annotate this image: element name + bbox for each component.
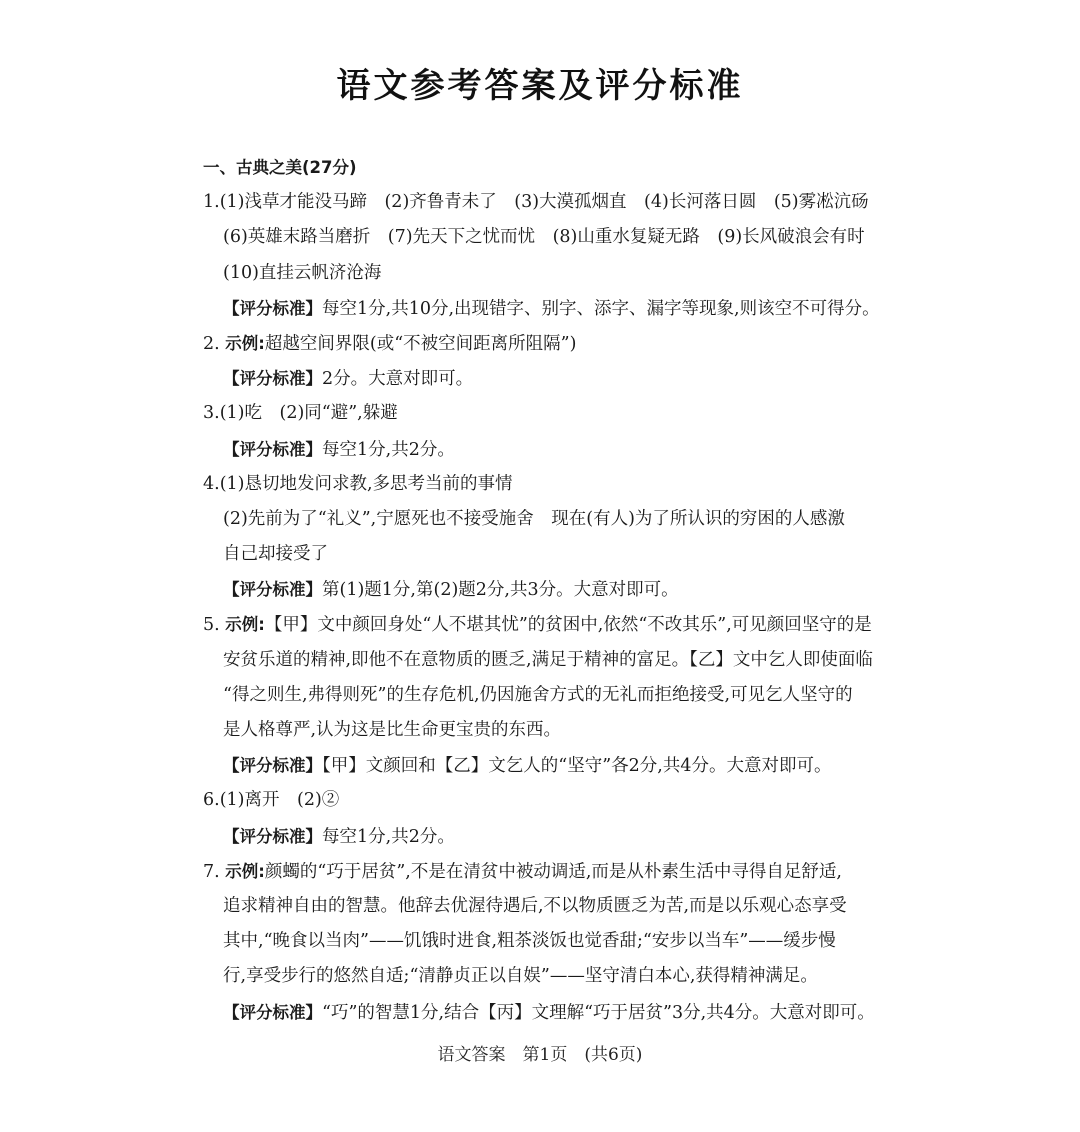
- answer-line: [203, 783, 915, 818]
- line-text: 是人格尊严,认为这是比生命更宝贵的东西。: [223, 720, 562, 740]
- answer-line: [203, 220, 915, 255]
- scoring-label: 【评分标准】: [223, 369, 322, 389]
- scoring-line: [203, 995, 915, 1030]
- line-text: 6.(1)离开 (2)②: [203, 790, 340, 811]
- scoring-line: [203, 432, 915, 467]
- scoring-label: 【评分标准】: [223, 826, 322, 846]
- scoring-label: 【评分标准】: [223, 439, 322, 459]
- line-text: 其中,“晚食以当肉”——饥饿时进食,粗茶淡饭也觉香甜;“安步以当车”——缓步慢: [223, 931, 836, 952]
- line-text: 追求精神自由的智慧。他辞去优渥待遇后,不以物质匮乏为苦,而是以乐观心态享受: [223, 895, 847, 916]
- line-text: 【甲】文颜回和【乙】文乞人的“坚守”各2分,共4分。大意对即可。: [322, 756, 832, 777]
- line-text: 4.(1)恳切地发问求教,多思考当前的事情: [203, 473, 513, 494]
- answer-line: [203, 713, 915, 748]
- scoring-line: [203, 819, 915, 854]
- answer-line: [203, 326, 915, 361]
- answer-line: [203, 854, 915, 889]
- example-label: 示例:: [225, 333, 265, 353]
- line-text: “巧”的智慧1分,结合【丙】文理解“巧于居贫”3分,共4分。大意对即可。: [322, 1002, 875, 1023]
- answer-line: [203, 502, 915, 537]
- answer-line: [203, 467, 915, 502]
- line-text: 每空1分,共10分,出现错字、别字、添字、漏字等现象,则该空不可得分。: [322, 298, 880, 319]
- example-label: 示例:: [225, 615, 265, 635]
- answer-line: [203, 607, 915, 642]
- scoring-line: [203, 748, 915, 783]
- page-title: 语文参考答案及评分标准: [336, 66, 744, 106]
- question-number: 2.: [203, 333, 226, 354]
- line-text: 3.(1)吃 (2)同“避”,躲避: [203, 403, 398, 424]
- question-number: 7.: [203, 861, 226, 882]
- line-text: (2)先前为了“礼义”,宁愿死也不接受施舍 现在(有人)为了所认识的穷困的人感激: [223, 508, 845, 529]
- scoring-label: 【评分标准】: [223, 1002, 322, 1022]
- line-text: 行,享受步行的悠然自适;“清静贞正以自娱”——坚守清白本心,获得精神满足。: [223, 966, 818, 987]
- line-text: 第(1)题1分,第(2)题2分,共3分。大意对即可。: [322, 580, 679, 601]
- answer-line: [203, 678, 915, 713]
- page-footer: 语文答案 第1页 (共6页): [437, 1045, 643, 1065]
- answer-line: [203, 537, 915, 572]
- line-text: 1.(1)浅草才能没马蹄 (2)齐鲁青未了 (3)大漠孤烟直 (4)长河落日圆 (5)雾凇沆砀: [203, 192, 869, 213]
- question-number: 5.: [203, 615, 226, 636]
- line-text: “得之则生,弗得则死”的生存危机,仍因施舍方式的无礼而拒绝接受,可见乞人坚守的: [223, 684, 853, 705]
- answer-line: [203, 924, 915, 959]
- section-heading: 一、古典之美(27分): [203, 158, 357, 177]
- line-text: (6)英雄末路当磨折 (7)先天下之忧而忧 (8)山重水复疑无路 (9)长风破浪会有时: [223, 227, 865, 248]
- line-text: (10)直挂云帆济沧海: [223, 262, 382, 283]
- scoring-label: 【评分标准】: [223, 298, 322, 318]
- answer-line: [203, 396, 915, 431]
- answer-content: [203, 150, 915, 1030]
- line-text: 【甲】文中颜回身处“人不堪其忧”的贫困中,依然“不改其乐”,可见颜回坚守的是: [264, 615, 872, 636]
- answer-line: [203, 185, 915, 220]
- answer-line: [203, 889, 915, 924]
- scoring-line: [203, 291, 915, 326]
- line-text: 每空1分,共2分。: [322, 826, 455, 847]
- answer-line: [203, 959, 915, 994]
- example-label: 示例:: [225, 861, 265, 881]
- scoring-line: [203, 572, 915, 607]
- line-text: 超越空间界限(或“不被空间距离所阻隔”): [264, 333, 577, 354]
- scoring-line: [203, 361, 915, 396]
- line-text: 2分。大意对即可。: [322, 369, 474, 390]
- answer-line: [203, 256, 915, 291]
- line-text: 自己却接受了: [223, 544, 328, 565]
- answer-line: [203, 643, 915, 678]
- scoring-label: 【评分标准】: [223, 756, 322, 776]
- line-text: 颜蠋的“巧于居贫”,不是在清贫中被动调适,而是从朴素生活中寻得自足舒适,: [264, 861, 842, 882]
- line-text: 每空1分,共2分。: [322, 439, 455, 460]
- scoring-label: 【评分标准】: [223, 580, 322, 600]
- line-text: 安贫乐道的精神,即他不在意物质的匮乏,满足于精神的富足。【乙】文中乞人即使面临: [223, 649, 873, 670]
